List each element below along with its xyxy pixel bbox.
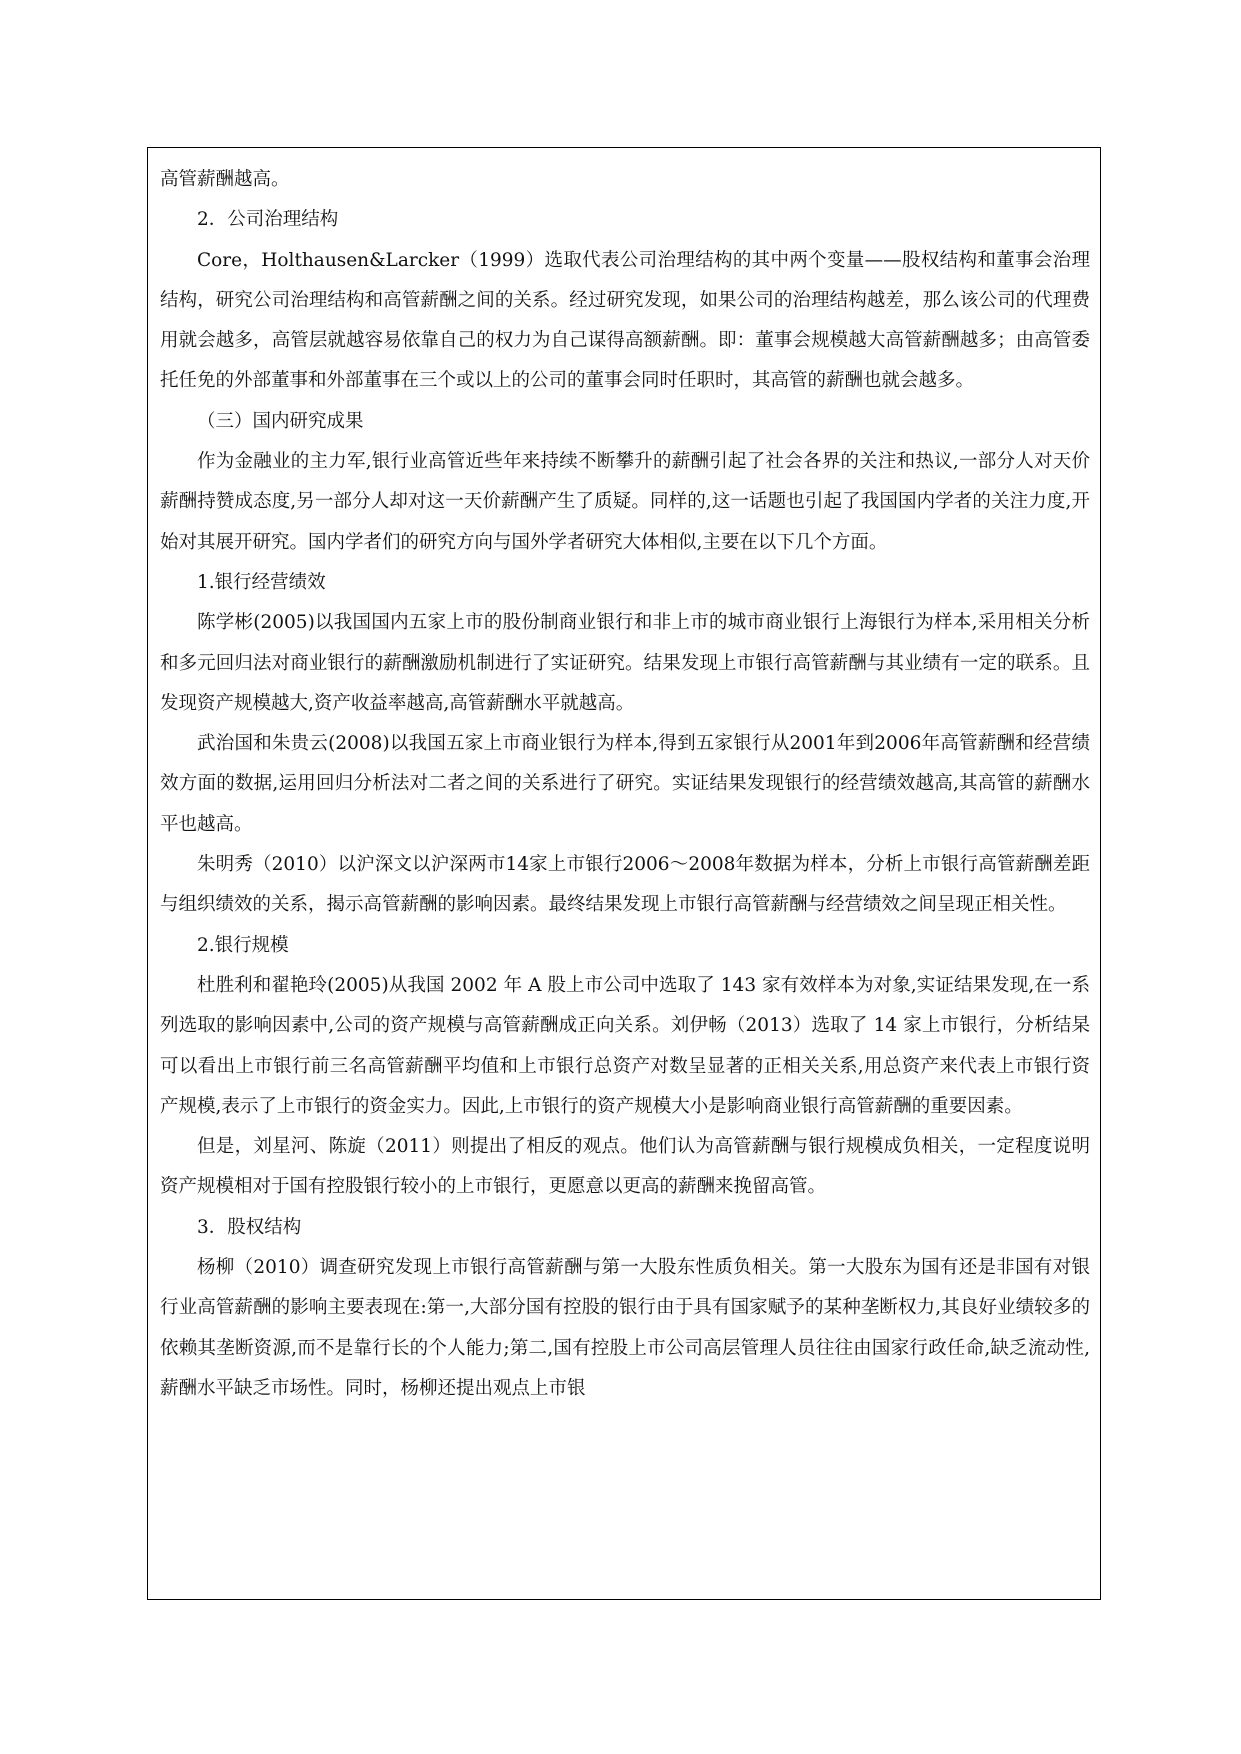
section-heading: 2.银行规模 (197, 934, 289, 956)
document-table-cell (147, 147, 1101, 1600)
paragraph: 高管薪酬越高。 (160, 169, 290, 190)
paragraph: 陈学彬(2005)以我国国内五家上市的股份制商业银行和非上市的城市商业银行上海银行为样本,采用相关分析和多元回归法对商业银行的薪酬激励机制进行了实证研究。结果发现上市银行高管薪酬与其业绩有一定的联系。且发现资产规模越大,资产收益率越高,高管薪酬水平就越高。 (160, 612, 1090, 714)
paragraph: 朱明秀（2010）以沪深文以沪深两市14家上市银行2006～2008年数据为样本，分析上市银行高管薪酬差距与组织绩效的关系，揭示高管薪酬的影响因素。最终结果发现上市银行高管薪酬与经营绩效之间呈现正相关性。 (160, 854, 1090, 916)
paragraph: Core，Holthausen&Larcker（1999）选取代表公司治理结构的其中两个变量——股权结构和董事会治理结构，研究公司治理结构和高管薪酬之间的关系。经过研究发现，如果公司的治理结构越差，那么该公司的代理费用就会越多，高管层就越容易依靠自己的权力为自己谋得高额薪酬。即：董事会规模越大高管薪酬越多；由高管委托任免的外部董事和外部董事在三个或以上的公司的董事会同时任职时，其高管的薪酬也就会越多。 (160, 249, 1090, 392)
section-heading: （三）国内研究成果 (197, 410, 364, 432)
paragraph: 杨柳（2010）调查研究发现上市银行高管薪酬与第一大股东性质负相关。第一大股东为国有还是非国有对银行业高管薪酬的影响主要表现在:第一,大部分国有控股的银行由于具有国家赋予的某种垄断权力,其良好业绩较多的依赖其垄断资源,而不是靠行长的个人能力;第二,国有控股上市公司高层管理人员往往由国家行政任命,缺乏流动性,薪酬水平缺乏市场性。同时，杨柳还提出观点上市银 (160, 1257, 1090, 1399)
paragraph: 武治国和朱贵云(2008)以我国五家上市商业银行为样本,得到五家银行从2001年到2006年高管薪酬和经营绩效方面的数据,运用回归分析法对二者之间的关系进行了研究。实证结果发现银行的经营绩效越高,其高管的薪酬水平也越高。 (160, 733, 1090, 835)
section-heading: 1.银行经营绩效 (197, 571, 326, 593)
paragraph: 但是，刘星河、陈旋（2011）则提出了相反的观点。他们认为高管薪酬与银行规模成负相关，一定程度说明资产规模相对于国有控股银行较小的上市银行，更愿意以更高的薪酬来挽留高管。 (160, 1136, 1090, 1198)
section-heading: 3．股权结构 (197, 1216, 302, 1238)
paragraph: 作为金融业的主力军,银行业高管近些年来持续不断攀升的薪酬引起了社会各界的关注和热议,一部分人对天价薪酬持赞成态度,另一部分人却对这一天价薪酬产生了质疑。同样的,这一话题也引起了我国国内学者的关注力度,开始对其展开研究。国内学者们的研究方向与国外学者研究大体相似,主要在以下几个方面。 (160, 451, 1090, 553)
paragraph: 杜胜利和翟艳玲(2005)从我国 2002 年 A 股上市公司中选取了 143 家有效样本为对象,实证结果发现,在一系列选取的影响因素中,公司的资产规模与高管薪酬成正向关系。刘伊畅（2013）选取了 14 家上市银行，分析结杲可以看出上市银行前三名高管薪酬平均值和上市银行总资产对数呈显著的正相关关系,用总资产来代表上市银行资产规模,表示了上市银行的资金实力。因此,上市银行的资产规模大小是影响商业银行高管薪酬的重要因素。 (160, 974, 1090, 1117)
section-heading: 2．公司治理结构 (197, 209, 339, 231)
document-body (148, 148, 1100, 1409)
